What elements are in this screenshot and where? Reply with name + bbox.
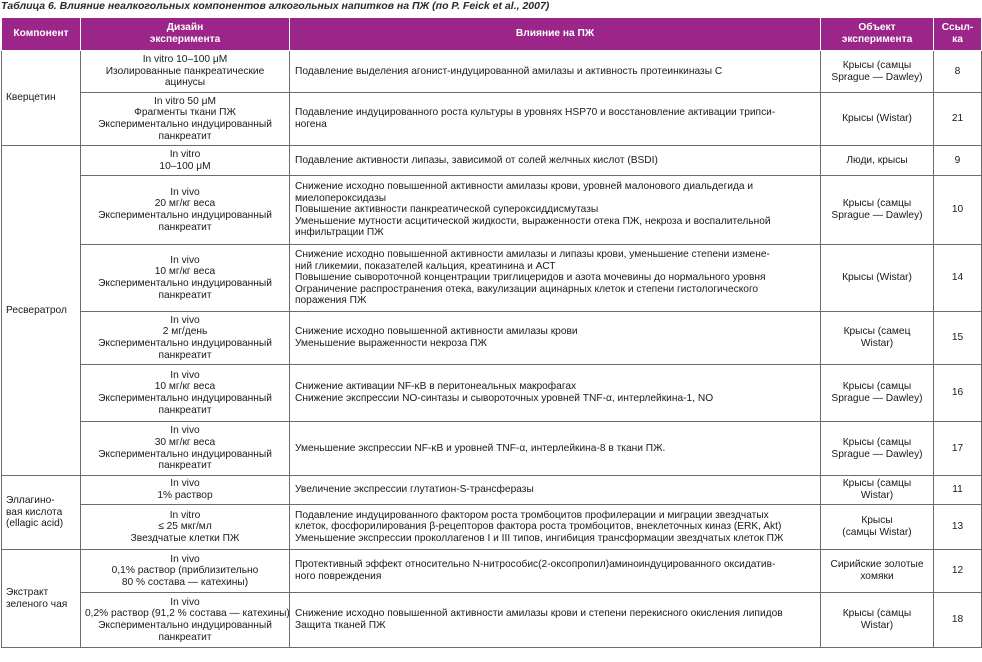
effect-cell: [290, 593, 821, 648]
text-line: 10 мг/кг веса: [154, 266, 216, 278]
text-line: Экспериментально индуцированный: [98, 620, 272, 631]
text-line: зеленого чая: [6, 598, 68, 610]
text-line: Влияние на ПЖ: [515, 28, 595, 40]
text-line: Повышение сывороточной концентрации триглицеридов и азота мочевины до нормального уровня: [295, 272, 766, 284]
table-row: [2, 176, 982, 245]
text-line: Уменьшение экспрессии проколлагенов I и III типов, ингибиция трансформации звездчатых клеток ПЖ: [295, 532, 784, 544]
text-line: Снижение активации NF-κB в перитонеальных макрофагах: [295, 381, 577, 393]
text-line: Ресвератрол: [6, 304, 67, 316]
text-line: Wistar): [860, 490, 894, 501]
design-cell: [81, 476, 290, 505]
text-line: 1% раствор: [157, 490, 213, 501]
reference-cell: 9: [934, 146, 982, 176]
text-line: Эллагино-: [6, 495, 55, 507]
text-line: Крысы (самцы: [842, 608, 912, 620]
design-cell: [81, 593, 290, 648]
text-line: клеток, фосфорилирования β-рецепторов фактора роста тромбоцитов, внеклеточных киназ (ERK, Akt): [295, 521, 782, 533]
table-body: [2, 51, 982, 648]
text-line: инфильтрации ПЖ: [295, 227, 384, 239]
text-line: Фрагменты ткани ПЖ: [134, 107, 236, 119]
text-line: поражения ПЖ: [295, 295, 367, 307]
table-row: [2, 593, 982, 648]
object-cell: [821, 505, 934, 550]
text-line: Звездчатые клетки ПЖ: [130, 532, 240, 544]
text-line: Снижение экспрессии NO-синтазы и сывороточных уровней TNF-α, интерлейкина-1, NO: [295, 393, 714, 404]
text-line: In vitro 50 μM: [154, 95, 216, 107]
component-cell: [2, 550, 81, 648]
text-line: Подавление активности липазы, зависимой от солей желчных кислот (BSDI): [295, 154, 658, 166]
table-row: [2, 422, 982, 476]
text-line: панкреатит: [158, 404, 212, 416]
effect-cell: [290, 51, 821, 93]
table-row: [2, 146, 982, 176]
text-line: Wistar): [860, 338, 894, 349]
text-line: In vivo: [170, 314, 200, 326]
text-line: ≤ 25 мкг/мл: [158, 521, 212, 533]
design-cell: [81, 422, 290, 476]
text-line: Крысы (Wistar): [842, 113, 912, 125]
text-line: 0,1% раствор (приблизительно: [111, 565, 259, 577]
component-cell: [2, 146, 81, 476]
reference-cell: 14: [934, 245, 982, 312]
text-line: эксперимента: [149, 34, 221, 45]
object-cell: [821, 365, 934, 422]
header-design: [81, 18, 290, 51]
text-line: Экспериментально индуцированный: [98, 119, 272, 130]
text-line: Снижение исходно повышенной активности амилазы крови и степени перекисного окисления липидов: [295, 608, 783, 620]
effect-cell: [290, 176, 821, 245]
reference-cell: 10: [934, 176, 982, 245]
text-line: In vivo: [170, 425, 200, 437]
text-line: Sprague — Dawley): [831, 71, 923, 83]
header-object: [821, 18, 934, 51]
text-line: Подавление индуцированного роста культуры в уровнях HSP70 и восстановление активации трипси-: [295, 107, 776, 119]
effect-cell: [290, 550, 821, 593]
data-table: [1, 17, 982, 648]
text-line: Повышение активности панкреатической супероксиддисмутазы: [295, 204, 599, 216]
text-line: Sprague — Dawley): [831, 393, 923, 404]
text-line: вая кислота: [6, 506, 63, 518]
text-line: Уменьшение выраженности некроза ПЖ: [295, 338, 487, 349]
text-line: Защита тканей ПЖ: [295, 620, 386, 631]
text-line: Кверцетин: [6, 92, 56, 104]
reference-cell: 8: [934, 51, 982, 93]
text-line: 30 мг/кг веса: [154, 436, 216, 448]
design-cell: [81, 146, 290, 176]
text-line: Wistar): [860, 620, 894, 631]
table-row: [2, 505, 982, 550]
header-ref: [934, 18, 982, 51]
text-line: In vivo: [170, 478, 200, 490]
reference-cell: 15: [934, 312, 982, 365]
text-line: Экспериментально индуцированный: [98, 393, 272, 404]
text-line: 0,2% раствор (91,2 % состава — катехины): [85, 608, 290, 620]
text-line: Ограничение распространения отека, вакулизации ацинарных клеток и степени гистологического: [295, 283, 759, 295]
reference-cell: 12: [934, 550, 982, 593]
header-effect: [290, 18, 821, 51]
text-line: миелопероксидазы: [295, 192, 387, 204]
object-cell: [821, 146, 934, 176]
object-cell: [821, 593, 934, 648]
object-cell: [821, 550, 934, 593]
effect-cell: [290, 505, 821, 550]
text-line: Экспериментально индуцированный: [98, 448, 272, 460]
design-cell: [81, 312, 290, 365]
design-cell: [81, 93, 290, 146]
text-line: Экспериментально индуцированный: [98, 338, 272, 349]
text-line: Ссыл-: [941, 22, 974, 34]
text-line: ацинусы: [164, 77, 206, 89]
object-cell: [821, 312, 934, 365]
text-line: Объект: [858, 22, 896, 34]
text-line: (ellagic acid): [6, 518, 64, 530]
text-line: Крысы (Wistar): [842, 272, 912, 284]
text-line: (самцы Wistar): [842, 527, 912, 538]
text-line: 10 мг/кг веса: [154, 381, 216, 393]
text-line: панкреатит: [158, 130, 212, 142]
text-line: 20 мг/кг веса: [154, 198, 216, 210]
text-line: Компонент: [13, 28, 69, 40]
text-line: Снижение исходно повышенной активности амилазы и липазы крови, уменьшение степени измене-: [295, 249, 770, 261]
object-cell: [821, 245, 934, 312]
text-line: Дизайн: [166, 22, 204, 34]
text-line: ного повреждения: [295, 571, 382, 582]
text-line: Подавление выделения агонист-индуцированной амилазы и активность протеинкиназы C: [295, 65, 723, 77]
text-line: Sprague — Dawley): [831, 210, 923, 221]
table-caption: Таблица 6. Влияние неалкогольных компонентов алкогольных напитков на ПЖ (по P. Feick et al., 2007): [1, 0, 550, 12]
text-line: In vitro: [169, 509, 201, 521]
text-line: Подавление индуцированного фактором роста тромбоцитов профилерации и миграции звездчатых: [295, 509, 769, 521]
text-line: Крысы (самец: [843, 326, 911, 338]
effect-cell: [290, 476, 821, 505]
text-line: Крысы: [861, 515, 893, 527]
reference-cell: 13: [934, 505, 982, 550]
text-line: ногена: [295, 119, 327, 130]
text-line: ка: [952, 34, 963, 45]
effect-cell: [290, 365, 821, 422]
table-row: [2, 550, 982, 593]
text-line: 10–100 μM: [159, 160, 211, 172]
reference-cell: 21: [934, 93, 982, 146]
design-cell: [81, 365, 290, 422]
header-row: [2, 18, 982, 51]
table-row: [2, 93, 982, 146]
text-line: Крысы (самцы: [842, 198, 912, 210]
table-row: [2, 312, 982, 365]
text-line: In vivo: [170, 553, 200, 565]
design-cell: [81, 245, 290, 312]
text-line: Крысы (самцы: [842, 381, 912, 393]
text-line: Крысы (самцы: [842, 478, 912, 490]
table-row: [2, 245, 982, 312]
reference-cell: 16: [934, 365, 982, 422]
header-component: [2, 18, 81, 51]
text-line: панкреатит: [158, 460, 212, 472]
text-line: In vitro: [169, 148, 201, 160]
text-line: Снижение исходно повышенной активности амилазы крови, уровней малонового диальдегида и: [295, 181, 754, 193]
object-cell: [821, 476, 934, 505]
text-line: 80 % состава — катехины): [121, 576, 249, 588]
text-line: In vivo: [170, 254, 200, 266]
component-cell: [2, 51, 81, 146]
text-line: In vivo: [170, 186, 200, 198]
text-line: Крысы (самцы: [842, 436, 912, 448]
design-cell: [81, 550, 290, 593]
object-cell: [821, 51, 934, 93]
design-cell: [81, 51, 290, 93]
text-line: In vivo: [170, 369, 200, 381]
text-line: Экспериментально индуцированный: [98, 210, 272, 221]
text-line: In vivo: [170, 596, 200, 608]
text-line: хомяки: [860, 571, 894, 582]
design-cell: [81, 505, 290, 550]
component-cell: [2, 476, 81, 550]
text-line: ний гликемии, показателей кальция, креатинина и АСТ: [295, 260, 556, 272]
text-line: панкреатит: [158, 349, 212, 361]
text-line: Сирийские золотые: [830, 559, 924, 571]
table-row: [2, 476, 982, 505]
reference-cell: 18: [934, 593, 982, 648]
text-line: Уменьшение мутности асцитической жидкости, выраженности отека ПЖ, некроза и воспалительной: [295, 215, 771, 227]
text-line: Уменьшение экспрессии NF-κB и уровней TNF-α, интерлейкина-8 в ткани ПЖ.: [295, 442, 666, 454]
text-line: панкреатит: [158, 221, 212, 233]
text-line: 2 мг/день: [162, 326, 208, 338]
text-line: Крысы (самцы: [842, 59, 912, 71]
design-cell: [81, 176, 290, 245]
table-row: [2, 365, 982, 422]
text-line: Снижение исходно повышенной активности амилазы крови: [295, 326, 578, 338]
table-row: [2, 51, 982, 93]
text-line: Изолированные панкреатические: [105, 65, 265, 77]
object-cell: [821, 93, 934, 146]
effect-cell: [290, 312, 821, 365]
effect-cell: [290, 146, 821, 176]
object-cell: [821, 422, 934, 476]
text-line: панкреатит: [158, 631, 212, 643]
effect-cell: [290, 245, 821, 312]
text-line: Экстракт: [6, 586, 49, 598]
text-line: Люди, крысы: [846, 154, 908, 166]
text-line: Протективный эффект относительно N-нитрособис(2-оксопропил)аминоиндуцированного оксидатив-: [295, 559, 776, 571]
effect-cell: [290, 93, 821, 146]
effect-cell: [290, 422, 821, 476]
reference-cell: 17: [934, 422, 982, 476]
reference-cell: 11: [934, 476, 982, 505]
text-line: Sprague — Dawley): [831, 448, 923, 460]
text-line: Экспериментально индуцированный: [98, 278, 272, 289]
text-line: Увеличение экспрессии глутатион-S-трансферазы: [295, 484, 534, 496]
text-line: панкреатит: [158, 289, 212, 301]
object-cell: [821, 176, 934, 245]
text-line: эксперимента: [841, 34, 913, 45]
text-line: In vitro 10–100 μM: [142, 54, 228, 66]
